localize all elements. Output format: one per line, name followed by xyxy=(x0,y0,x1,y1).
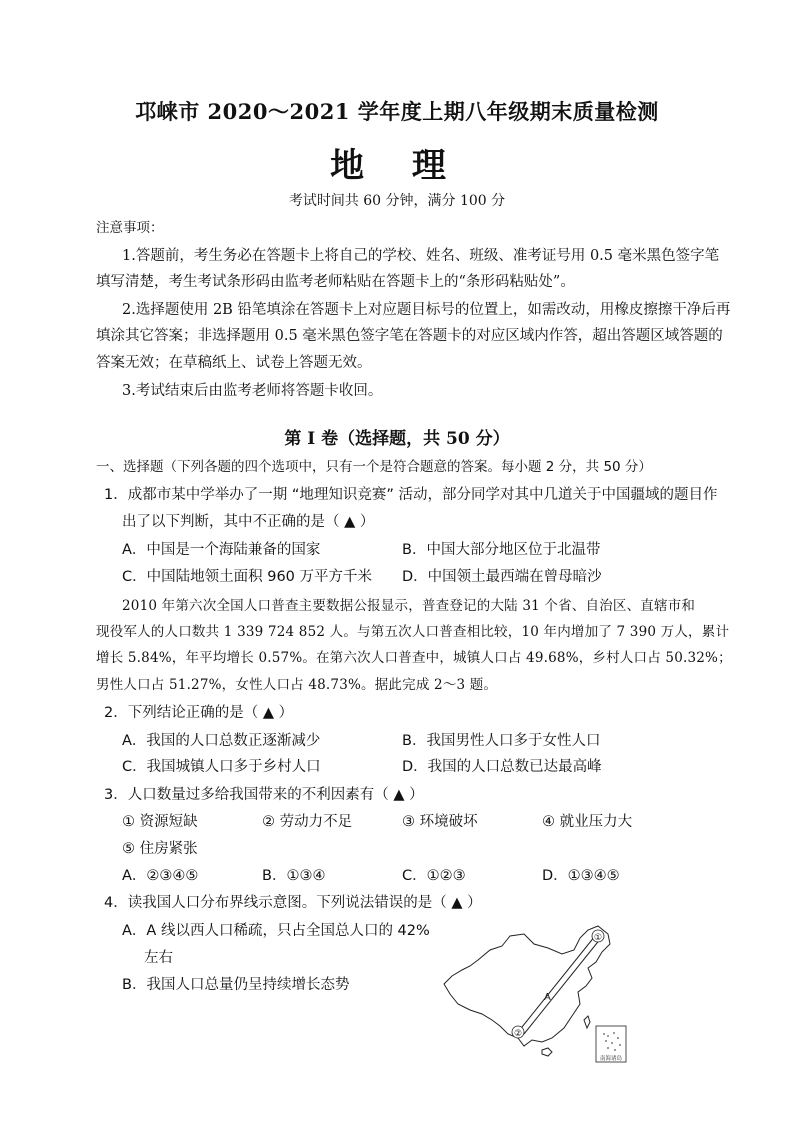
passage-line-2: 现役军人的人口数共 1 339 724 852 人。与第五次人口普查相比较，10 年内增加了 7 390 万人，累计 xyxy=(96,624,730,640)
q3-item-5: ⑤ 住房紧张 xyxy=(122,841,198,857)
q3-option-d: D．①③④⑤ xyxy=(542,868,620,884)
q2-option-b: B．我国男性人口多于女性人口 xyxy=(402,733,601,749)
note-2-line-3: 答案无效；在草稿纸上、试卷上答题无效。 xyxy=(96,355,372,371)
q1-option-d: D．中国领土最西端在曾母暗沙 xyxy=(402,569,602,585)
q1-option-b: B．中国大部分地区位于北温带 xyxy=(402,542,601,558)
exam-title: 邛崃市 2020～2021 学年度上期八年级期末质量检测 xyxy=(135,99,659,124)
q4-option-a-line-1: A．A 线以西人口稀疏，只占全国总人口的 42% xyxy=(122,923,430,939)
q4-option-b: B．我国人口总量仍呈持续增长态势 xyxy=(122,977,350,993)
subject-title: 地 理 xyxy=(330,146,464,186)
notes-heading: 注意事项： xyxy=(96,220,164,236)
note-2-line-1: 2.选择题使用 2B 铅笔填涂在答题卡上对应题目标号的位置上，如需改动，用橡皮擦擦干净后再 xyxy=(122,302,731,318)
note-3: 3.考试结束后由监考老师将答题卡收回。 xyxy=(122,383,383,399)
note-1-line-1: 1.答题前，考生务必在答题卡上将自己的学校、姓名、班级、准考证号用 0.5 毫米黑色签字笔 xyxy=(122,248,720,264)
china-outline xyxy=(444,926,610,1046)
q2-option-d: D．我国的人口总数已达最高峰 xyxy=(402,759,602,775)
q4-stem: 4．读我国人口分布界线示意图。下列说法错误的是（ ▲ ） xyxy=(104,895,482,911)
exam-info: 考试时间共 60 分钟，满分 100 分 xyxy=(288,193,506,209)
q1-stem-line-1: 1．成都市某中学举办了一期 “地理知识竞赛” 活动，部分同学对其中几道关于中国疆域的题目作 xyxy=(104,487,718,503)
q3-option-b: B．①③④ xyxy=(262,868,326,884)
map-marker-1: ① xyxy=(593,933,603,943)
q3-stem: 3．人口数量过多给我国带来的不利因素有（ ▲ ） xyxy=(104,787,424,803)
passage-line-1: 2010 年第六次全国人口普查主要数据公报显示，普查登记的大陆 31 个省、自治区、直辖市和 xyxy=(122,598,696,614)
q1-option-a: A．中国是一个海陆兼备的国家 xyxy=(122,542,321,558)
q3-item-2: ② 劳动力不足 xyxy=(262,814,353,830)
q3-option-a: A．②③④⑤ xyxy=(122,868,199,884)
q1-option-c: C．中国陆地领土面积 960 万平方千米 xyxy=(122,569,373,585)
map-label-a: A xyxy=(544,992,551,1003)
taiwan-island xyxy=(584,1016,590,1028)
q3-option-c: C．①②③ xyxy=(402,868,466,884)
q4-option-a-line-2: 左右 xyxy=(144,950,173,966)
q2-option-c: C．我国城镇人口多于乡村人口 xyxy=(122,759,321,775)
population-line-a xyxy=(518,936,595,1032)
q3-item-4: ④ 就业压力大 xyxy=(542,814,633,830)
q1-stem-line-2: 出了以下判断，其中不正确的是（ ▲ ） xyxy=(122,514,375,530)
south-china-sea-inset xyxy=(596,1026,626,1062)
section-instruction: 一、选择题（下列各题的四个选项中，只有一个是符合题意的答案。每小题 2 分，共 50 分） xyxy=(96,459,652,475)
q2-stem: 2．下列结论正确的是（ ▲ ） xyxy=(104,705,294,721)
china-population-map xyxy=(438,920,634,1066)
passage-line-4: 男性人口占 51.27%，女性人口占 48.73%。据此完成 2～3 题。 xyxy=(96,677,498,693)
note-1-line-2: 填写清楚，考生考试条形码由监考老师粘贴在答题卡上的“条形码粘贴处”。 xyxy=(96,274,575,290)
inset-label: 南海诸岛 xyxy=(599,1056,623,1062)
q3-item-3: ③ 环境破坏 xyxy=(402,814,478,830)
map-marker-2: ② xyxy=(513,1029,523,1039)
q3-item-1: ① 资源短缺 xyxy=(122,814,198,830)
passage-line-3: 增长 5.84%，年平均增长 0.57%。在第六次人口普查中，城镇人口占 49.68%，乡村人口占 50.32%； xyxy=(96,650,732,666)
section-title: 第 I 卷（选择题，共 50 分） xyxy=(284,429,510,449)
note-2-line-2: 填涂其它答案；非选择题用 0.5 毫米黑色签字笔在答题卡的对应区域内作答，超出答题区域答题的 xyxy=(96,328,723,344)
hainan-island xyxy=(542,1048,552,1056)
q2-option-a: A．我国的人口总数正逐渐减少 xyxy=(122,733,321,749)
